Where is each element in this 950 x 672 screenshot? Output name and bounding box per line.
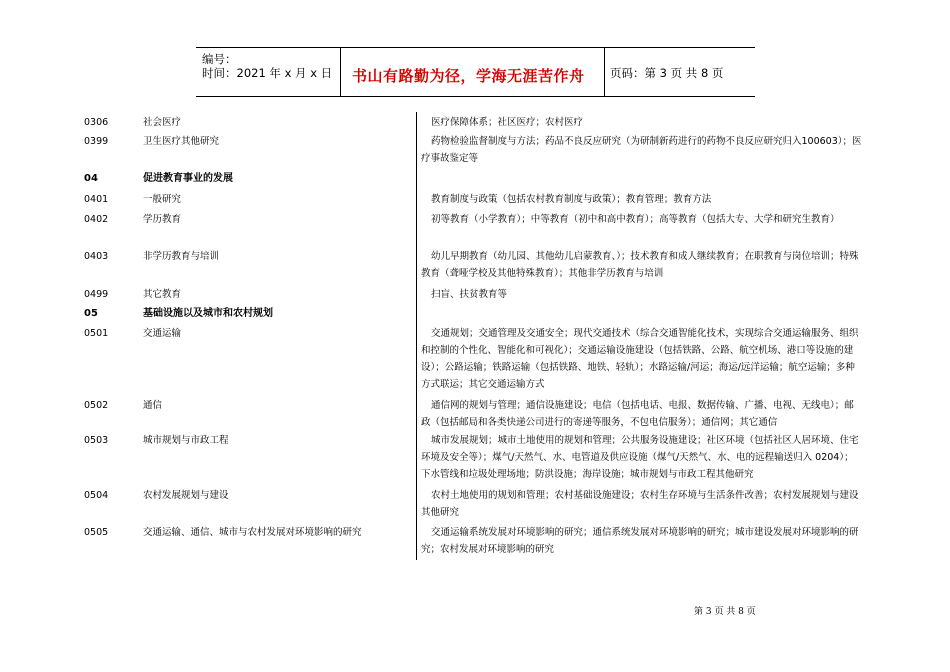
row-desc: 教育制度与政策（包括农村教育制度与政策）；教育管理；教育方法	[431, 194, 712, 205]
column-divider	[416, 112, 417, 560]
row-code: 0401	[84, 194, 109, 205]
row-desc: 幼儿早期教育（幼儿园、其他幼儿启蒙教育、）；技术教育和成人继续教育；在职教育与岗位培训；特殊教育（聋哑学校及其他特殊教育）；其他非学历教育与培训	[421, 251, 859, 279]
row-desc: 药物检验监督制度与方法；药品不良反应研究（为研制新药进行的药物不良反应研究归入100603）；医疗事故鉴定等	[421, 136, 862, 164]
section-title: 基础设施以及城市和农村规划	[143, 308, 273, 319]
row-code: 0306	[84, 117, 109, 128]
row-desc: 交通规划；交通管理及交通安全；现代交通技术（综合交通智能化技术，实现综合交通运输服务、组织和控制的个性化、智能化和可视化）；交通运输设施建设（包括铁路、公路、航空机场、港口等设施的建设）；公路运输；铁路运输（包括铁路、地铁、轻轨）；水路运输/河运；海运/远洋运输；航空运输；多种方式联运；其它交通运输方式	[421, 328, 859, 390]
row-code: 0503	[84, 435, 109, 446]
section-title: 促进教育事业的发展	[143, 173, 233, 184]
row-name: 其它教育	[143, 289, 182, 300]
row-code: 0505	[84, 527, 109, 538]
row-desc: 城市发展规划；城市土地使用的规划和管理；公共服务设施建设；社区环境（包括社区人居环境、住宅环境及安全等）；煤气/天然气、水、电管道及供应设施（煤气/天然气、水、电的远程输送归入 0204）；下水管线和垃圾处理场地；防洪设施；海岸设施；城市规划与市政工程其他研究	[421, 435, 859, 480]
row-desc: 农村土地使用的规划和管理；农村基础设施建设；农村生存环境与生活条件改善；农村发展规划与建设其他研究	[421, 490, 859, 518]
header-bottom-rule	[196, 96, 755, 97]
row-desc: 扫盲、扶贫教育等	[431, 289, 508, 300]
row-desc: 交通运输系统发展对环境影响的研究；通信系统发展对环境影响的研究；城市建设发展对环境影响的研究；农村发展对环境影响的研究	[421, 527, 859, 555]
row-code: 0402	[84, 214, 109, 225]
header-page-label: 页码：第 3 页 共 8 页	[610, 66, 724, 80]
row-name: 交通运输	[143, 328, 182, 339]
header-time-label: 时间：2021 年 x 月 x 日	[202, 66, 333, 80]
row-name: 非学历教育与培训	[143, 251, 220, 262]
row-name: 城市规划与市政工程	[143, 435, 229, 446]
header-divider-right	[604, 47, 605, 97]
header-motto: 书山有路勤为径，学海无涯苦作舟	[352, 67, 585, 85]
row-name: 农村发展规划与建设	[143, 490, 229, 501]
section-code: 05	[84, 308, 98, 319]
row-code: 0499	[84, 289, 109, 300]
row-name: 交通运输、通信、城市与农村发展对环境影响的研究	[143, 527, 362, 538]
row-desc: 初等教育（小学教育）；中等教育（初中和高中教育）；高等教育（包括大专、大学和研究生教育）	[431, 214, 840, 225]
row-code: 0502	[84, 400, 109, 411]
row-desc: 医疗保障体系；社区医疗；农村医疗	[431, 117, 584, 128]
row-name: 学历教育	[143, 214, 182, 225]
row-code: 0399	[84, 136, 109, 147]
header-top-rule	[196, 47, 755, 48]
section-code: 04	[84, 173, 98, 184]
row-code: 0501	[84, 328, 109, 339]
row-name: 通信	[143, 400, 163, 411]
row-name: 社会医疗	[143, 117, 182, 128]
header-number-label: 编号：	[202, 52, 237, 66]
row-name: 卫生医疗其他研究	[143, 136, 220, 147]
page-footer: 第 3 页 共 8 页	[694, 607, 756, 617]
header-divider-left	[340, 47, 341, 97]
row-name: 一般研究	[143, 194, 182, 205]
row-code: 0504	[84, 490, 109, 501]
row-desc: 通信网的规划与管理；通信设施建设；电信（包括电话、电报、数据传输、广播、电视、无线电）；邮政（包括邮局和各类快递公司进行的寄递等服务，不包电信服务）；通信网；其它通信	[421, 400, 854, 428]
row-code: 0403	[84, 251, 109, 262]
